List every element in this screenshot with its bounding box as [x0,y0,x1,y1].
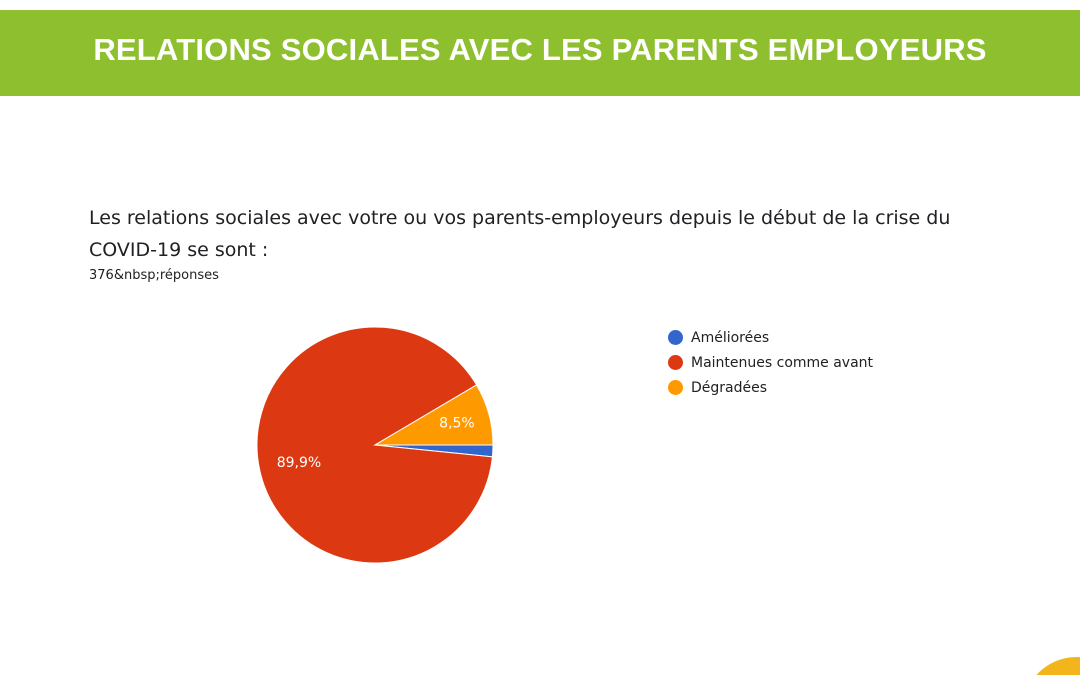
legend-label: Maintenues comme avant [691,354,874,371]
legend-item-ameliorees [668,325,873,350]
response-count: 376&nbsp;réponses [89,268,219,283]
legend-item-degradees [668,375,873,400]
chart-legend [668,325,873,400]
slice-label-degradees: 8,5% [439,415,475,432]
legend-item-maintenues-comme-avant [668,350,873,375]
legend-label: Dégradées [691,379,768,396]
legend-label: Améliorées [691,329,770,346]
slide-title: RELATIONS SOCIALES AVEC LES PARENTS EMPLOYEURS [93,32,987,67]
legend-dot-icon [668,330,683,345]
legend-dot-icon [668,380,683,395]
question-text: Les relations sociales avec votre ou vos parents-employeurs depuis le début de la crise du COVID-19 se sont : [89,207,951,261]
slice-label-maintenues-comme-avant: 89,9% [276,454,322,471]
legend-dot-icon [668,355,683,370]
